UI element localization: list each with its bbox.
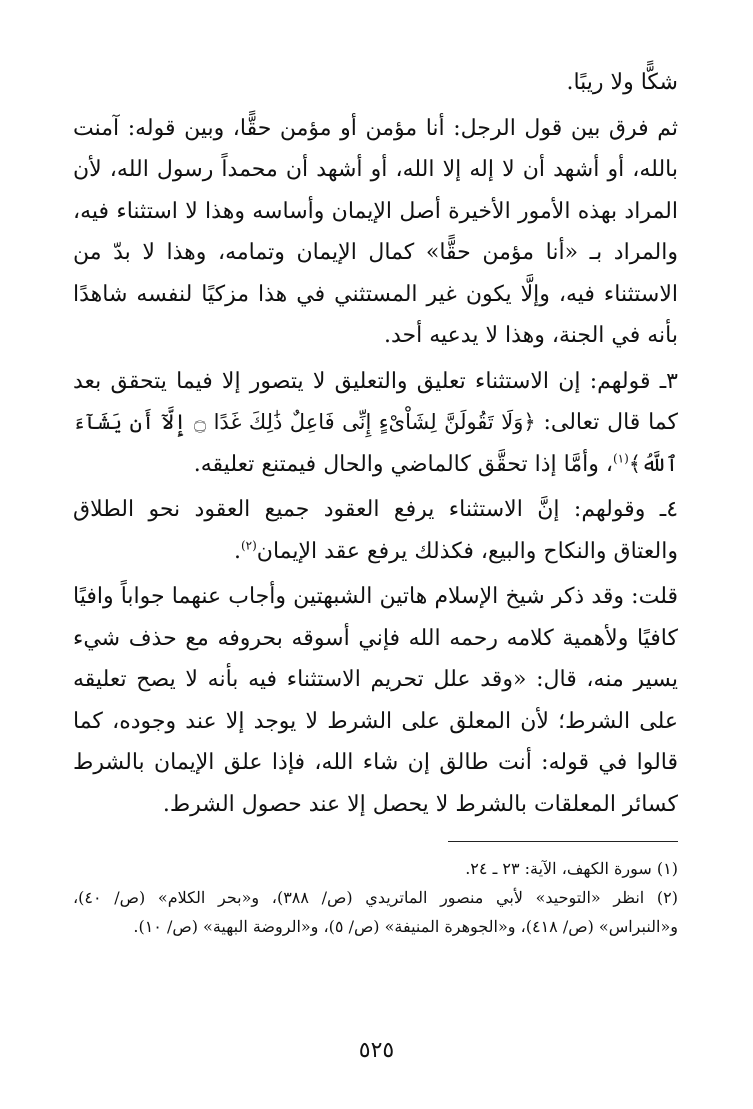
footnotes (73, 854, 678, 941)
footnote-ref-1: (١) (612, 451, 629, 466)
paragraph-4-text: ٤ـ وقولهم: إنَّ الاستثناء يرفع العقود جميع العقود نحو الطلاق والعتاق والنكاح والبيع، فكذلك يرفع عقد الإيمان (73, 497, 679, 564)
paragraph-3-tail: ، وأمَّا إذا تحقَّق كالماضي والحال فيمتنع تعليقه. (193, 451, 613, 477)
paragraph-2: ثم فرق بين قول الرجل: أنا مؤمن أو مؤمن حقًّا، وبين قوله: آمنت بالله، أو أشهد أن لا إله إلا الله، أو أشهد أن محمداً رسول الله، لأن المراد بهذه الأمور الأخيرة أصل الإيمان وأساسه وهذا لا استثناء فيه، والمراد بـ «أنا مؤمن حقًّا» كمال الإيمان وتمامه، وهذا لا بدّ من الاستثناء فيه، وإلَّا يكون غير المستثني في هذا مزكيًا لنفسه شاهدًا بأنه في الجنة، وهذا لا يدعيه أحد. (73, 115, 678, 348)
page-body (73, 62, 678, 941)
paragraph-5: قلت: وقد ذكر شيخ الإسلام هاتين الشبهتين وأجاب عنهما جواباً وافيًا كافيًا ولأهمية كلامه رحمه الله فإني أسوقه بحروفه مع حذف شيء يسير منه، قال: «وقد علل تحريم الاستثناء فيه بأنه لا يصح تعليقه على الشرط؛ لأن المعلق على الشرط لا يوجد إلا عند وجوده، كما قالوا في قوله: أنت طالق إن شاء الله، فإذا علق الإيمان بالشرط كسائر المعلقات بالشرط لا يحصل إلا عند حصول الشرط. (73, 584, 678, 817)
paragraph-1: شكًّا ولا ريبًا. (566, 70, 678, 95)
paragraph-3 (73, 361, 678, 486)
paragraph-3-text: ٣ـ قولهم: إن الاستثناء تعليق والتعليق لا يتصور إلا فيما يتحقق بعد كما قال تعالى: (73, 368, 678, 435)
quran-verse: ﴿وَلَا تَقُولَنَّ لِشَاْىْءٍ إِنِّى فَاعِلٌ ذَٰلِكَ غَدًا ۝ إِلَّآ أَن يَشَآءَ ٱللَّهُ﴾ (73, 410, 678, 476)
footnote-divider (448, 841, 678, 842)
footnote-1: (١) سورة الكهف، الآية: ٢٣ ـ ٢٤. (465, 859, 678, 878)
footnote-ref-2: (٢) (240, 538, 257, 553)
paragraph-4-end: . (233, 538, 241, 564)
page-number: ٥٢٥ (358, 1038, 395, 1063)
paragraph-4 (73, 489, 678, 572)
footnote-2: (٢) انظر «التوحيد» لأبي منصور الماتريدي (ص/ ٣٨٨)، و«بحر الكلام» (ص/ ٤٠)، و«النبراس» (ص/ ٤١٨)، و«الجوهرة المنيفة» (ص/ ٥)، و«الروضة البهية» (ص/ ١٠). (73, 888, 679, 936)
